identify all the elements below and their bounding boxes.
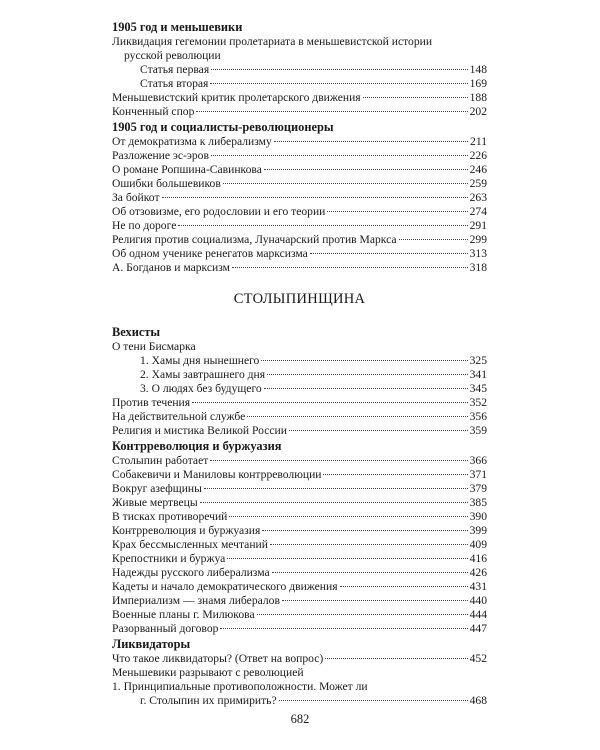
toc-entry <box>112 510 487 524</box>
dot-leader <box>211 69 467 70</box>
dot-leader <box>363 97 468 98</box>
dot-leader <box>279 700 468 701</box>
toc-entry-title: Об одном ученике ренегатов марксизма <box>112 247 308 260</box>
toc-entry <box>112 368 487 382</box>
toc-entry <box>112 622 487 636</box>
toc-entry <box>112 454 487 468</box>
dot-leader <box>310 253 468 254</box>
toc-page-number: 188 <box>469 91 487 104</box>
dot-leader <box>261 360 467 361</box>
toc-page-number: 263 <box>469 191 487 204</box>
toc-page-number: 440 <box>469 594 487 607</box>
toc-page-number: 399 <box>469 524 487 537</box>
toc-entry <box>112 538 487 552</box>
toc-entry <box>112 261 487 275</box>
toc-entry-title: Ликвидация гегемонии пролетариата в меньшевистской истории <box>112 35 433 48</box>
toc-page-number: 299 <box>469 233 487 246</box>
page-number: 682 <box>290 712 310 726</box>
toc-page-number: 352 <box>469 396 487 409</box>
dot-leader <box>289 430 468 431</box>
dot-leader <box>272 572 468 573</box>
toc-entry-title: Вокруг азефщины <box>112 482 202 495</box>
toc-entry <box>112 247 487 261</box>
dot-leader <box>229 516 467 517</box>
toc-entry-title: А. Богданов и марксизм <box>112 261 230 274</box>
toc-page-number: 431 <box>469 580 487 593</box>
dot-leader <box>192 402 468 403</box>
dot-leader <box>323 474 467 475</box>
toc-entry-title: За бойкот <box>112 191 160 204</box>
dot-leader <box>210 83 467 84</box>
toc-entry <box>112 552 487 566</box>
toc-entry-title: Меньшевики разрывают с революцией <box>112 666 304 679</box>
toc-entry-title: Крах бессмысленных мечтаний <box>112 538 268 551</box>
toc-page-number: 274 <box>469 205 487 218</box>
dot-leader <box>200 502 468 503</box>
section-heading: 1905 год и социалисты-революционеры <box>112 120 334 134</box>
toc-entry-title: Не по дороге <box>112 219 177 232</box>
toc-entry <box>112 382 487 396</box>
toc-entry-title: В тисках противоречий <box>112 510 228 523</box>
toc-entry <box>112 396 487 410</box>
dot-leader <box>196 111 467 112</box>
dot-leader <box>270 544 468 545</box>
section-heading: Контрреволюция и буржуазия <box>112 439 282 453</box>
toc-page-number: 341 <box>469 368 487 381</box>
toc-page-number: 325 <box>469 354 487 367</box>
toc-page-number: 318 <box>469 261 487 274</box>
toc-entry <box>112 594 487 608</box>
toc-page-number: 359 <box>469 424 487 437</box>
toc-page-number: 313 <box>469 247 487 260</box>
toc-page-number: 390 <box>469 510 487 523</box>
toc-page-number: 246 <box>469 163 487 176</box>
toc-entry <box>112 694 487 708</box>
toc-entry-title: Статья первая <box>140 63 210 76</box>
toc-page-number: 447 <box>469 622 487 635</box>
toc-entry-title: Надежды русского либерализма <box>112 566 270 579</box>
toc-entry-title: Кадеты и начало демократического движения <box>112 580 338 593</box>
toc-page-number: 444 <box>469 608 487 621</box>
toc-entry-title: Столыпин работает <box>112 454 209 467</box>
toc-entry <box>112 149 487 163</box>
dot-leader <box>340 586 468 587</box>
dot-leader <box>264 169 468 170</box>
toc-entry-title: Конченный спор <box>112 105 195 118</box>
toc-entry <box>112 580 487 594</box>
toc-page-number: 291 <box>469 219 487 232</box>
toc-entry-title: Об отзовизме, его родословии и его теории <box>112 205 326 218</box>
dot-leader <box>327 211 467 212</box>
toc-page-number: 385 <box>469 496 487 509</box>
toc-entry <box>112 91 487 105</box>
toc-entry <box>112 177 487 191</box>
toc-page-number: 409 <box>469 538 487 551</box>
toc-page-number: 356 <box>469 410 487 423</box>
toc-entry-title: Что такое ликвидаторы? (Ответ на вопрос) <box>112 652 324 665</box>
toc-entry <box>112 468 487 482</box>
toc-entry-title: О тени Бисмарка <box>112 340 196 353</box>
toc-entry-title: Контрреволюция и буржуазия <box>112 524 261 537</box>
dot-leader <box>399 239 468 240</box>
toc-entry <box>112 191 487 205</box>
dot-leader <box>223 183 468 184</box>
toc-entry <box>112 63 487 77</box>
toc-entry <box>112 424 487 438</box>
toc-page-number: 452 <box>469 652 487 665</box>
dot-leader <box>204 488 468 489</box>
toc-entry-title: Религия и мистика Великой России <box>112 424 287 437</box>
dot-leader <box>162 197 468 198</box>
toc-entry <box>112 410 487 424</box>
toc-page-number: 202 <box>469 105 487 118</box>
dot-leader <box>257 614 468 615</box>
toc-entry-title: Против течения <box>112 396 191 409</box>
toc-entry <box>112 163 487 177</box>
dot-leader <box>232 267 468 268</box>
toc-page-number: 226 <box>469 149 487 162</box>
dot-leader <box>262 530 467 531</box>
toc-entry-title: Живые мертвецы <box>112 496 198 509</box>
toc-page-number: 169 <box>469 77 487 90</box>
toc-page-number: 371 <box>469 468 487 481</box>
dot-leader <box>325 658 467 659</box>
toc-entry <box>112 77 487 91</box>
toc-entry-title: Меньшевистский критик пролетарского движения <box>112 91 361 104</box>
toc-entry <box>112 354 487 368</box>
toc-entry <box>112 566 487 580</box>
toc-page-number: 345 <box>469 382 487 395</box>
toc-entry-title: русской революции <box>124 49 221 62</box>
toc-entry-title: Крепостники и буржуа <box>112 552 226 565</box>
toc-entry <box>112 496 487 510</box>
dot-leader <box>211 155 468 156</box>
toc-page-number: 468 <box>469 694 487 707</box>
toc-entry-title: О романе Ропшина-Савинкова <box>112 163 262 176</box>
toc-entry-title: 1. Принципиальные противоположности. Может ли <box>112 680 368 693</box>
toc-entry <box>112 105 487 119</box>
toc-entry <box>112 608 487 622</box>
toc-page-number: 148 <box>469 63 487 76</box>
toc-entry <box>112 482 487 496</box>
toc-entry-title: Религия против социализма, Луначарский против Маркса <box>112 233 397 246</box>
toc-entry-title: г. Столыпин их примирить? <box>140 694 277 707</box>
dot-leader <box>227 558 467 559</box>
dot-leader <box>247 416 467 417</box>
dot-leader <box>220 628 467 629</box>
section-heading: Ликвидаторы <box>112 637 191 651</box>
toc-entry-title: От демократизма к либерализму <box>112 135 272 148</box>
toc-entry <box>112 652 487 666</box>
toc-page-number: 366 <box>469 454 487 467</box>
toc-entry <box>112 219 487 233</box>
toc-entry-title: Военные планы г. Милюкова <box>112 608 255 621</box>
dot-leader <box>210 460 467 461</box>
toc-entry <box>112 205 487 219</box>
toc-page-number: 211 <box>470 135 487 148</box>
section-heading: Вехисты <box>112 325 161 339</box>
part-title: СТОЛЫПИНЩИНА <box>233 291 366 307</box>
toc-entry-title: 2. Хамы завтрашнего дня <box>140 368 266 381</box>
toc-entry <box>112 524 487 538</box>
dot-leader <box>282 600 468 601</box>
toc-entry-title: Разложение эс-эров <box>112 149 209 162</box>
toc-entry-title: Ошибки большевиков <box>112 177 221 190</box>
toc-entry-title: 1. Хамы дня нынешнего <box>140 354 260 367</box>
toc-entry-title: Собакевичи и Маниловы контрреволюции <box>112 468 322 481</box>
dot-leader <box>274 141 468 142</box>
toc-entry-title: 3. О людях без будущего <box>140 382 262 395</box>
toc-page-number: 416 <box>469 552 487 565</box>
toc-page-number: 426 <box>469 566 487 579</box>
toc-entry-title: Империализм — знамя либералов <box>112 594 280 607</box>
toc-entry-title: На действительной службе <box>112 410 246 423</box>
toc-page-number: 259 <box>469 177 487 190</box>
dot-leader <box>267 374 468 375</box>
section-heading: 1905 год и меньшевики <box>112 20 243 34</box>
toc-page-number: 379 <box>469 482 487 495</box>
toc-entry-title: Статья вторая <box>140 77 209 90</box>
dot-leader <box>178 225 467 226</box>
toc-entry <box>112 233 487 247</box>
dot-leader <box>264 388 468 389</box>
toc-entry-title: Разорванный договор <box>112 622 219 635</box>
toc-entry <box>112 135 487 149</box>
table-of-contents <box>112 19 487 708</box>
